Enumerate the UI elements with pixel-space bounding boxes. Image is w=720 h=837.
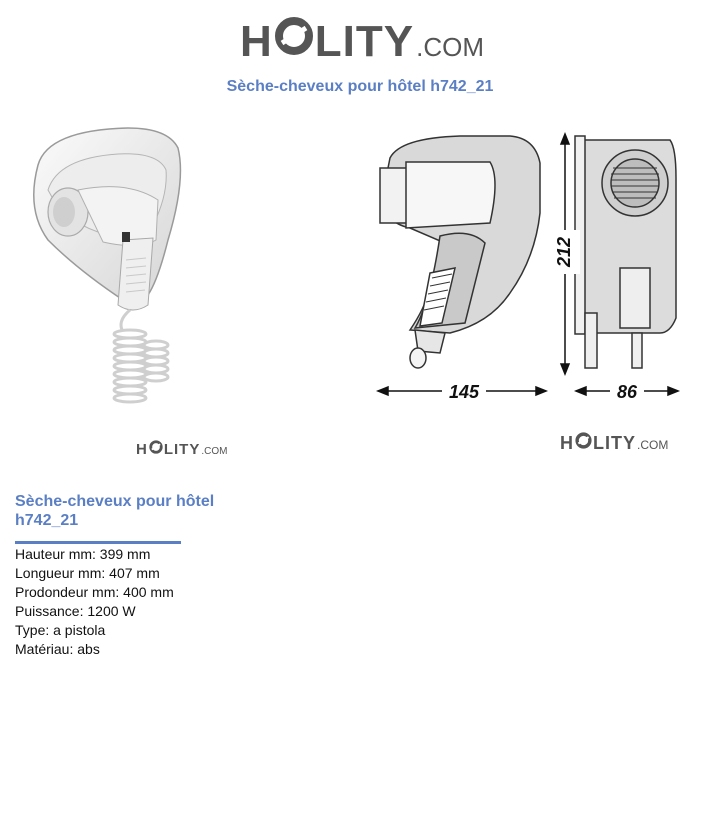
holity-logo[interactable] [240,16,484,71]
logo-suffix: .COM [201,446,228,457]
spec-depth: Prodondeur mm: 400 mm [15,584,174,600]
heading-divider [15,541,181,544]
logo-o-icon [274,16,314,56]
drawing-holity-logo [560,432,668,456]
spec-height: Hauteur mm: 399 mm [15,546,151,562]
front-view [575,136,676,368]
photo-holity-logo [136,440,227,461]
side-view [380,136,540,368]
product-photo [18,120,198,420]
spec-list [15,545,174,659]
technical-drawing [370,118,690,408]
spec-power: Puissance: 1200 W [15,603,136,619]
logo-text-lity: LITY [593,433,636,453]
logo-suffix: .COM [637,438,669,452]
dimension-width-label: 145 [448,382,480,402]
logo-text-lity: LITY [314,17,415,66]
spec-length: Longueur mm: 407 mm [15,565,160,581]
logo-text-h: H [560,433,574,453]
logo-suffix: .COM [416,32,484,62]
logo-text-h: H [136,441,148,458]
spec-material: Matériau: abs [15,641,100,657]
logo-o-icon [575,432,592,449]
dimension-height-label: 212 [554,236,574,268]
dimension-depth-label: 86 [616,382,638,402]
logo-o-icon [149,440,163,454]
logo-text-h: H [240,17,273,66]
product-heading: Sèche-cheveux pour hôtel h742_21 [15,493,215,529]
spec-type: Type: a pistola [15,622,106,638]
page-title: Sèche-cheveux pour hôtel h742_21 [226,78,494,95]
logo-text-lity: LITY [163,441,201,458]
